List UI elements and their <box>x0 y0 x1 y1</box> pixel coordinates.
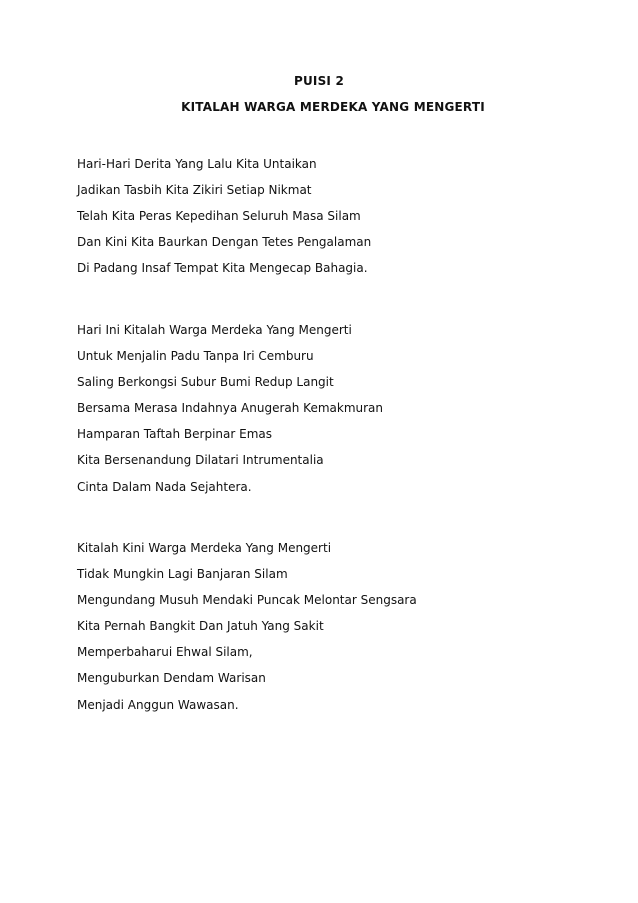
poem-line: Cinta Dalam Nada Sejahtera. <box>77 479 252 494</box>
poem-line: Saling Berkongsi Subur Bumi Redup Langit <box>77 375 334 390</box>
poem-line: Menjadi Anggun Wawasan. <box>77 697 239 712</box>
poem-title: KITALAH WARGA MERDEKA YANG MENGERTI <box>181 100 485 114</box>
poem-line: Kitalah Kini Warga Merdeka Yang Mengerti <box>77 541 332 555</box>
poem-line: Dan Kini Kita Baurkan Dengan Tetes Pengalaman <box>77 235 372 250</box>
poem-line: Tidak Mungkin Lagi Banjaran Silam <box>77 567 288 582</box>
poem-line: Di Padang Insaf Tempat Kita Mengecap Bahagia. <box>77 261 368 276</box>
poem-line: Jadikan Tasbih Kita Zikiri Setiap Nikmat <box>77 183 312 198</box>
poem-number-title: PUISI 2 <box>293 74 345 88</box>
poem-line: Telah Kita Peras Kepedihan Seluruh Masa Silam <box>77 209 361 224</box>
poem-line: Untuk Menjalin Padu Tanpa Iri Cemburu <box>77 349 314 364</box>
poem-line: Bersama Merasa Indahnya Anugerah Kemakmuran <box>77 401 384 416</box>
stanza-1 <box>77 157 597 287</box>
poem-line: Mengundang Musuh Mendaki Puncak Melontar Sengsara <box>77 593 417 608</box>
poem-line: Hamparan Taftah Berpinar Emas <box>77 427 273 442</box>
poem-line: Menguburkan Dendam Warisan <box>77 671 266 686</box>
poem-line: Memperbaharui Ehwal Silam, <box>77 645 253 660</box>
stanza-3 <box>77 541 597 724</box>
poem-line: Hari Ini Kitalah Warga Merdeka Yang Mengerti <box>77 323 352 337</box>
poem-line: Kita Pernah Bangkit Dan Jatuh Yang Sakit <box>77 619 324 634</box>
poem-line: Kita Bersenandung Dilatari Intrumentalia <box>77 453 324 468</box>
poem-line: Hari-Hari Derita Yang Lalu Kita Untaikan <box>77 157 317 171</box>
stanza-2 <box>77 323 597 506</box>
